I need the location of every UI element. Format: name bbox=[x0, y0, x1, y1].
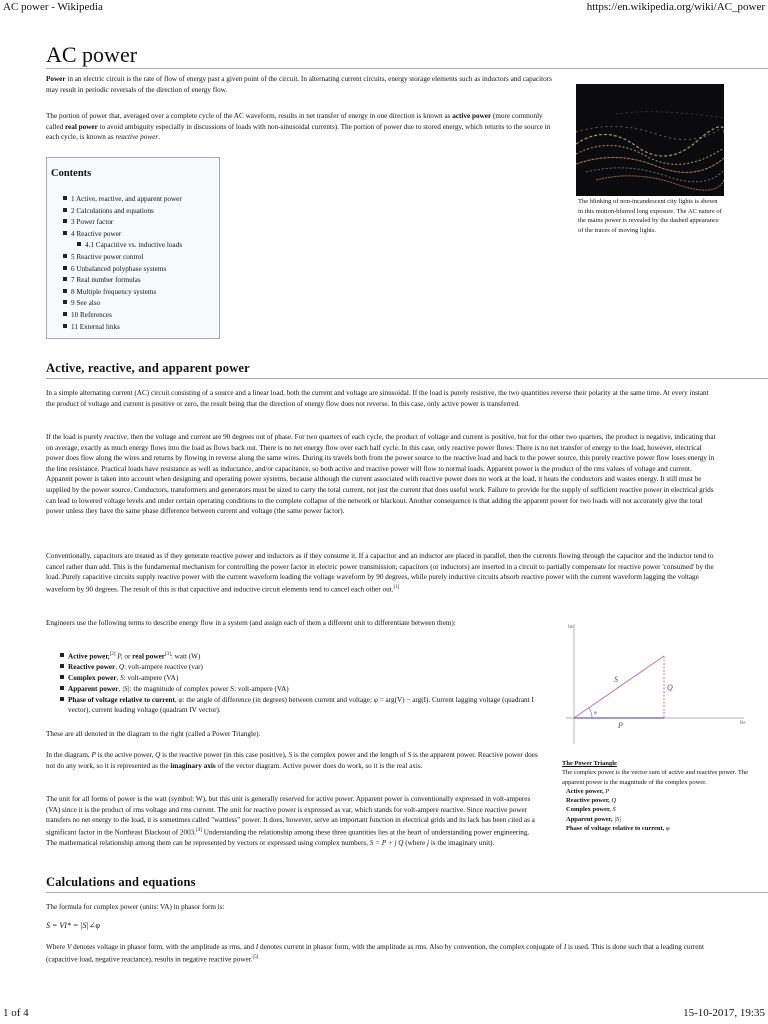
intro-bold-power: Power bbox=[46, 75, 66, 83]
phi-label: φ bbox=[594, 711, 597, 716]
ref-2-link[interactable]: [2] bbox=[109, 652, 116, 657]
section1-paragraph-1: In a simple alternating current (AC) circuit consisting of a source and a linear load, both the current and voltage are sinusoidal. If the load is purely resistive, the two quantities reverse their polarity at the same time. At every instant the product of voltage and current is positive or zero, the result being that the direction of energy flow does not reverse. In this case, only active power is transferred. bbox=[46, 389, 709, 408]
toc-item[interactable]: 9 See also bbox=[63, 298, 182, 310]
city-lights-image bbox=[576, 84, 724, 196]
toc-item[interactable]: 4 Reactive power bbox=[63, 229, 182, 241]
q-label: Q bbox=[667, 683, 673, 692]
toc-item[interactable]: 5 Reactive power control bbox=[63, 252, 182, 264]
legend-row: Complex power, S bbox=[566, 806, 616, 814]
s-label: S bbox=[614, 675, 618, 684]
toc-item[interactable]: 2 Calculations and equations bbox=[63, 206, 182, 218]
section1-paragraph-2: If the load is purely reactive, then the voltage and current are 90 degrees out of phase. For two quarters of each cycle, the product of voltage and current is positive, but for the other two quarters, the product is negative, indicating that on average, exactly as much energy flows into the load as flows back out. There is no net energy flow over each half cycle. In this case, only reactive power flows: There is no net transfer of energy to the load, however, electrical power does flow along the wires and returns by flowing in reverse along the same wires. During its travels both from the power source to the reactive load and back to the power source, this purely reactive power flow loses energy in the line resistance. Practical loads have resistance as well as inductance, and/or capacitance, so both active and reactive power will flow to normal loads. Apparent power is the product of the rms values of voltage and current. Apparent power is taken into account when designing and operating power systems, because although the current associated with reactive power does no work at the load, it heats the conductors and wastes energy. It still must be supplied by the power source. Conductors, transformers and generators must be sized to carry the total current, not just the current that does useful work. Failure to provide for the supply of sufficient reactive power in electrical grids can lead to lowered voltage levels and under certain operating conditions to the complete collapse of the network or blackout. Another consequence is that adding the apparent power for two loads will not accurately give the total power unless they have the same phase difference between current and voltage (the same power factor). bbox=[46, 433, 716, 516]
toc-item[interactable]: 11 External links bbox=[63, 322, 182, 334]
ref-5-link[interactable]: [5] bbox=[252, 954, 259, 960]
power-terms-list bbox=[60, 650, 550, 716]
intro2-bold-active-power[interactable]: active power bbox=[452, 112, 492, 120]
intro2-italic-reactive-power[interactable]: reactive power bbox=[115, 133, 159, 142]
section-divider bbox=[46, 892, 768, 893]
toc-list bbox=[63, 194, 182, 333]
intro2-bold-real-power[interactable]: real power bbox=[64, 122, 98, 131]
toc-title: Contents bbox=[51, 168, 92, 179]
list-item: Phase of voltage relative to current, φ: the angle of difference (in degrees) between current and voltage; φ = arg(V) − arg(I). Current lagging voltage (quadrant I vector), current leading voltage (quadrant IV vector). bbox=[60, 695, 550, 717]
list-item: Active power,[2] P, or real power[3]: watt (W) bbox=[60, 650, 550, 662]
complex-power-formula: S = VI* = |S|∠φ bbox=[46, 921, 100, 930]
toc-item[interactable]: 3 Power factor bbox=[63, 217, 182, 229]
legend-row: Apparent power, |S| bbox=[566, 815, 622, 823]
ref-4-link[interactable]: [4] bbox=[196, 827, 202, 833]
section1-paragraph-3: Conventionally, capacitors are treated as if they generate reactive power and inductors as if they consume it. If a capacitor and an inductor are placed in parallel, then the currents flowing through the capacitor and the inductor tend to cancel rather than add. This is the fundamental mechanism for controlling the power factor in electric power transmission; capacitors (or inductors) are inserted in a circuit to partially compensate for reactive power 'consumed' by the load. Purely capacitive circuits supply reactive power with the current waveform leading the voltage waveform by 90 degrees, while purely inductive circuits absorb reactive power with the current waveform lagging the voltage waveform by 90 degrees. The result of this is that capacitive and inductive circuit elements tend to cancel each other out.[1] bbox=[46, 552, 714, 594]
title-divider bbox=[46, 68, 768, 69]
intro2-c: to avoid ambiguity especially in discussions of loads with non-sinusoidal currents). The portion of power due to stored energy, which returns to the source in each cycle, is known as bbox=[46, 122, 551, 142]
section1-paragraph-4: Engineers use the following terms to describe energy flow in a system (and assign each of them a different unit to differentiate between them): bbox=[46, 619, 456, 627]
section2-paragraph-2: Where V denotes voltage in phasor form, with the amplitude as rms, and I denotes current in phasor form, with the amplitude as rms. Also by convention, the complex conjugate of I is used. This is done such that a leading current (capacitive load, negative reactance), results in negative reactive power.[5] bbox=[46, 943, 705, 963]
power-triangle-image bbox=[560, 620, 750, 752]
power-triangle-caption-text: The complex power is the vector sum of active and reactive power. The apparent power is the magnitude of the complex power. bbox=[562, 769, 748, 786]
print-header-title: AC power - Wikipedia bbox=[3, 1, 103, 13]
print-header bbox=[0, 0, 768, 18]
print-header-url[interactable]: https://en.wikipedia.org/wiki/AC_power bbox=[586, 1, 765, 13]
list-item: Reactive power, Q: volt-ampere reactive (var) bbox=[60, 662, 550, 673]
ref-3-link[interactable]: [3] bbox=[164, 652, 171, 657]
power-triangle-caption bbox=[562, 759, 752, 833]
toc-item[interactable]: 10 References bbox=[63, 310, 182, 322]
toc-item[interactable]: 7 Real number formulas bbox=[63, 275, 182, 287]
intro2-b: (more commonly called bbox=[46, 112, 543, 131]
table-of-contents bbox=[46, 157, 220, 339]
legend-row: Phase of voltage relative to current, φ bbox=[566, 825, 670, 833]
list-item: Complex power, S: volt-ampere (VA) bbox=[60, 673, 550, 684]
page-title: AC power bbox=[46, 42, 138, 67]
city-lights-caption: The blinking of non-incandescent city lights is shown in this motion-blurred long exposure. The AC nature of the mains power is revealed by the dashed appearance of the traces of moving lights. bbox=[578, 198, 722, 234]
power-triangle-caption-title[interactable]: The Power Triangle bbox=[562, 760, 617, 767]
section1-paragraph-5: These are all denoted in the diagram to the right (called a Power Triangle). bbox=[46, 730, 261, 738]
page-number: 1 of 4 bbox=[3, 1007, 29, 1019]
toc-item[interactable]: 1 Active, reactive, and apparent power bbox=[63, 194, 182, 206]
intro-paragraph-1 bbox=[46, 74, 560, 95]
toc-item[interactable]: 6 Unbalanced polyphase systems bbox=[63, 264, 182, 276]
toc-item[interactable]: 8 Multiple frequency systems bbox=[63, 287, 182, 299]
intro-paragraph-2 bbox=[46, 111, 560, 143]
power-triangle-diagram[interactable] bbox=[560, 620, 750, 752]
section1-paragraph-6: In the diagram, P is the active power, Q is the reactive power (in this case positive), S is the complex power and the length of S is the apparent power. Reactive power does not do any work, so it is represented as the imaginary axis of the vector diagram. Active power does do work, so it is the real axis. bbox=[46, 751, 538, 770]
city-lights-photo[interactable] bbox=[576, 84, 724, 196]
section-heading-active-reactive-apparent: Active, reactive, and apparent power bbox=[46, 361, 250, 375]
print-footer bbox=[0, 1005, 768, 1023]
list-item: Apparent power, |S|: the magnitude of complex power S: volt-ampere (VA) bbox=[60, 684, 550, 695]
section-divider bbox=[46, 378, 768, 379]
im-axis-label: Im bbox=[568, 625, 574, 630]
section-heading-calculations: Calculations and equations bbox=[46, 875, 196, 889]
ref-1-link[interactable]: [1] bbox=[393, 584, 400, 590]
intro2-a: The portion of power that, averaged over a complete cycle of the AC waveform, results in net transfer of energy in one direction is known as bbox=[46, 112, 453, 120]
legend-row: Active power, P bbox=[566, 787, 610, 795]
intro2-d: . bbox=[158, 133, 160, 142]
legend-row: Reactive power, Q bbox=[566, 797, 617, 805]
intro-text-1: in an electric circuit is the rate of flow of energy past a given point of the circuit. In alternating current circuits, energy storage elements such as inductors and capacitors may result in periodic reversals of the direction of energy flow. bbox=[46, 75, 552, 94]
toc-subitem[interactable]: 4.1 Capacitive vs. inductive loads bbox=[63, 240, 182, 252]
section1-paragraph-7: The unit for all forms of power is the watt (symbol: W), but this unit is generally reserved for active power. Apparent power is conventionally expressed in volt-amperes (VA) since it is the product of rms voltage and rms current. The unit for reactive power is expressed as var, which stands for volt-ampere reactive. Since reactive power transfers no net energy to the load, it is sometimes called "wattless" power. It does, however, serve an important function in electrical grids and its lack has been cited as a significant factor in the Northeast Blackout of 2003.[4] Understanding the relationship among these three quantities lies at the heart of understanding power engineering. The mathematical relationship among them can be represented by vectors or expressed using complex numbers, S = P + j Q (where j is the imaginary unit). bbox=[46, 795, 535, 847]
re-axis-label: Re bbox=[740, 721, 746, 726]
print-datetime: 15-10-2017, 19:35 bbox=[683, 1007, 765, 1019]
p-label: P bbox=[618, 721, 623, 730]
section2-paragraph-1: The formula for complex power (units: VA) in phasor form is: bbox=[46, 903, 225, 911]
